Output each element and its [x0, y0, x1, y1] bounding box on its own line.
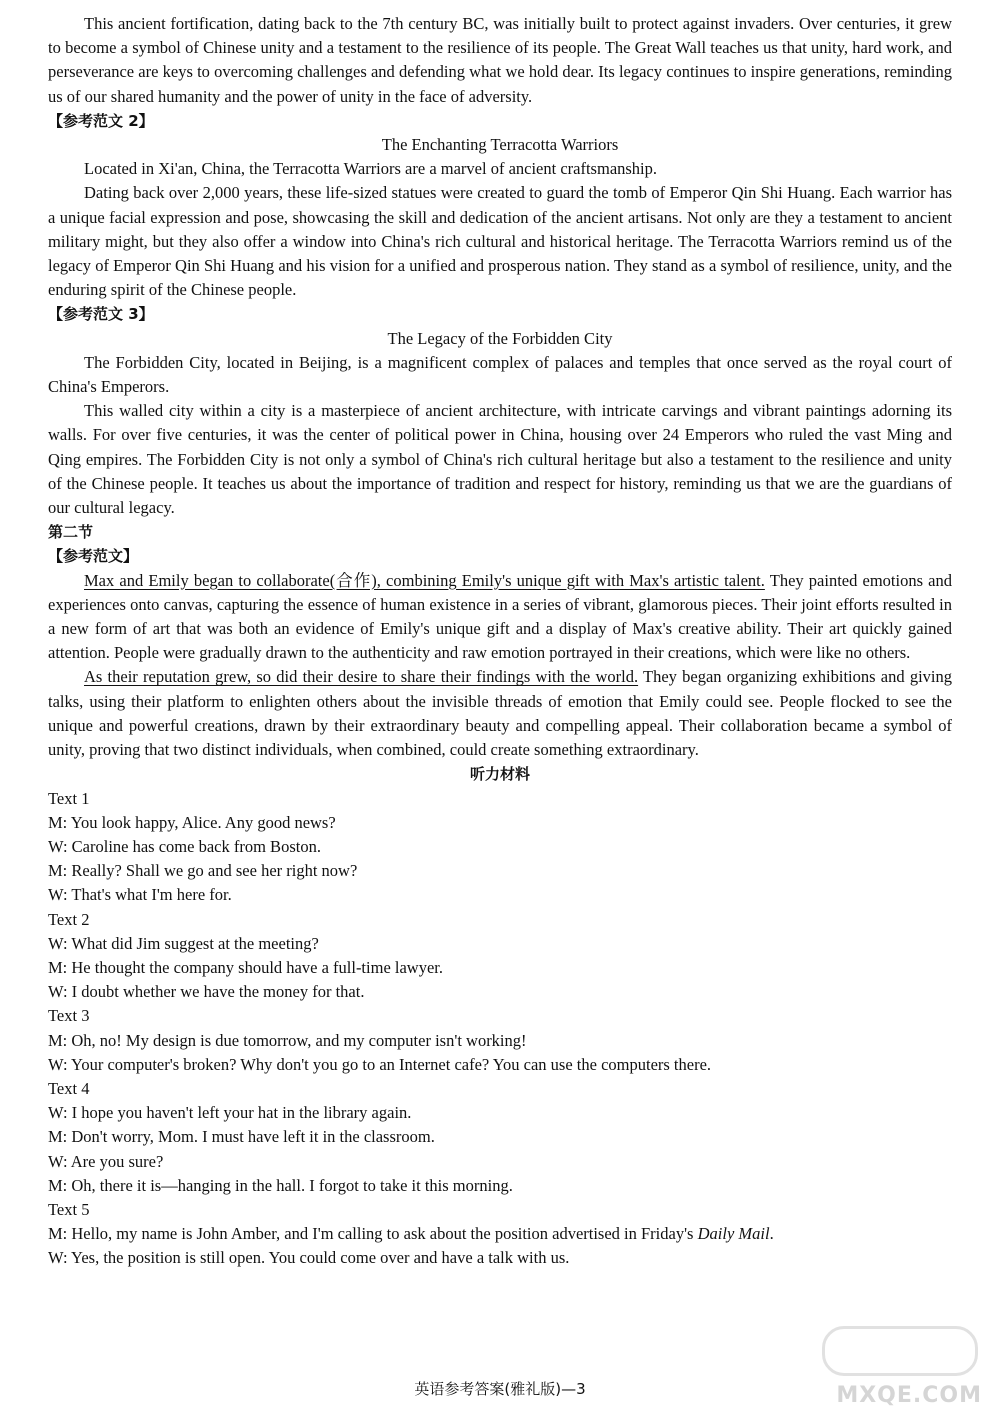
transcript-line: M: Don't worry, Mom. I must have left it in the classroom. — [48, 1127, 435, 1147]
essay3-title: The Legacy of the Forbidden City — [387, 328, 613, 348]
essay2-paragraph-1: Located in Xi'an, China, the Terracotta Warriors are a marvel of ancient craftsmanship. — [84, 159, 658, 179]
transcript-line — [48, 1222, 952, 1246]
paragraph-2-rest: They began organizing exhibitions and giving talks, using their platform to enlighten others about the invisible threads of emotion that Emily could see. People flocked to see the unique and powerful creations, drawn by their extraordinary beauty and compelling appeal. Their collaboration became a symbol of unity, proving that two distinct individuals, when combined, could create something extraordinary. — [48, 667, 952, 760]
transcript-line: M: Oh, no! My design is due tomorrow, and my computer isn't working! — [48, 1030, 527, 1050]
transcript-line: Text 3 — [48, 1006, 90, 1026]
watermark-text: MXQE.COM — [836, 1383, 982, 1408]
essay2-paragraph-2: Dating back over 2,000 years, these life-sized statues were created to guard the tomb of Emperor Qin Shi Huang. Each warrior has a unique facial expression and pose, showcasing the skill and dedication of the ancient artisans. Not only are they a testament to ancient military might, but they also offer a window into China's rich cultural and historical heritage. The Terracotta Warriors remind us of the legacy of Emperor Qin Shi Huang and his vision for a unified and prosperous nation. They stand as a symbol of resilience, unity, and the enduring spirit of the Chinese people. — [48, 183, 952, 300]
transcript-line: W: That's what I'm here for. — [48, 885, 232, 905]
transcript-line: M: He thought the company should have a full-time lawyer. — [48, 957, 443, 977]
transcript-line: M: Oh, there it is—hanging in the hall. I forgot to take it this morning. — [48, 1175, 513, 1195]
line-prefix: M: Hello, my name is John Amber, and I'm calling to ask about the position advertised in Friday's — [48, 1224, 698, 1244]
listening-heading: 听力材料 — [469, 765, 530, 784]
section2-paragraph-2 — [48, 665, 952, 762]
listening-transcript — [48, 787, 952, 1271]
line-suffix: . — [769, 1224, 774, 1244]
transcript-line: M: You look happy, Alice. Any good news? — [48, 812, 336, 832]
transcript-line: W: Caroline has come back from Boston. — [48, 836, 321, 856]
transcript-line: W: Your computer's broken? Why don't you go to an Internet cafe? You can use the computers there. — [48, 1054, 712, 1074]
transcript-line: W: Are you sure? — [48, 1151, 164, 1171]
transcript-line: W: I hope you haven't left your hat in the library again. — [48, 1103, 412, 1123]
essay2-title: The Enchanting Terracotta Warriors — [381, 135, 619, 155]
newspaper-title: Daily Mail — [697, 1224, 770, 1244]
watermark-badge-icon — [822, 1326, 978, 1376]
essay3-label: 【参考范文 3】 — [48, 305, 154, 324]
transcript-line: W: I doubt whether we have the money for that. — [48, 982, 365, 1002]
underlined-sentence-2: As their reputation grew, so did their desire to share their findings with the world. — [84, 667, 639, 687]
underlined-sentence-1: Max and Emily began to collaborate(合作), combining Emily's unique gift with Max's artistic talent. — [84, 570, 765, 590]
paragraph-1-rest: They painted emotions and experiences onto canvas, capturing the essence of human existence in a series of vibrant, glamorous pieces. Their joint efforts resulted in a new form of art that was both an evidence of Emily's unique gift and a display of Max's creative ability. Their art quickly gained attention. People were gradually drawn to the authenticity and raw emotion portrayed in their creations, which were like no others. — [48, 570, 952, 663]
essay3-paragraph-2: This walled city within a city is a masterpiece of ancient architecture, with intricate carvings and vibrant paintings adorning its walls. For over five centuries, it was the center of political power in China, housing over 24 Emperors who ruled the vast Ming and Qing empires. The Forbidden City is not only a symbol of China's rich cultural heritage but also a testament to the resilience and unity of the Chinese people. It teaches us about the importance of tradition and respect for history, reminding us that we are the guardians of our cultural legacy. — [48, 401, 952, 518]
section2-paragraph-1 — [48, 569, 952, 666]
section2-heading: 第二节 — [48, 523, 94, 542]
transcript-line: Text 5 — [48, 1199, 90, 1219]
transcript-line: M: Really? Shall we go and see her right now? — [48, 861, 358, 881]
page-footer: 英语参考答案(雅礼版)—3 — [414, 1380, 586, 1398]
transcript-line: Text 1 — [48, 788, 90, 808]
essay2-label: 【参考范文 2】 — [48, 111, 154, 130]
transcript-line: Text 4 — [48, 1078, 90, 1098]
transcript-line: W: Yes, the position is still open. You could come over and have a talk with us. — [48, 1248, 570, 1268]
document-content — [48, 12, 952, 1271]
essay1-paragraph: This ancient fortification, dating back to the 7th century BC, was initially built to protect against invaders. Over centuries, it grew to become a symbol of Chinese unity and a testament to the resilience of its people. The Great Wall teaches us that unity, hard work, and perseverance are keys to overcoming challenges and defending what we hold dear. Its legacy continues to inspire generations, reminding us of our shared humanity and the power of unity in the face of adversity. — [48, 14, 952, 106]
transcript-line: W: What did Jim suggest at the meeting? — [48, 933, 319, 953]
essay3-paragraph-1: The Forbidden City, located in Beijing, is a magnificent complex of palaces and temples that once served as the royal court of China's Emperors. — [48, 352, 952, 397]
section2-label: 【参考范文】 — [48, 547, 139, 566]
transcript-line: Text 2 — [48, 909, 90, 929]
